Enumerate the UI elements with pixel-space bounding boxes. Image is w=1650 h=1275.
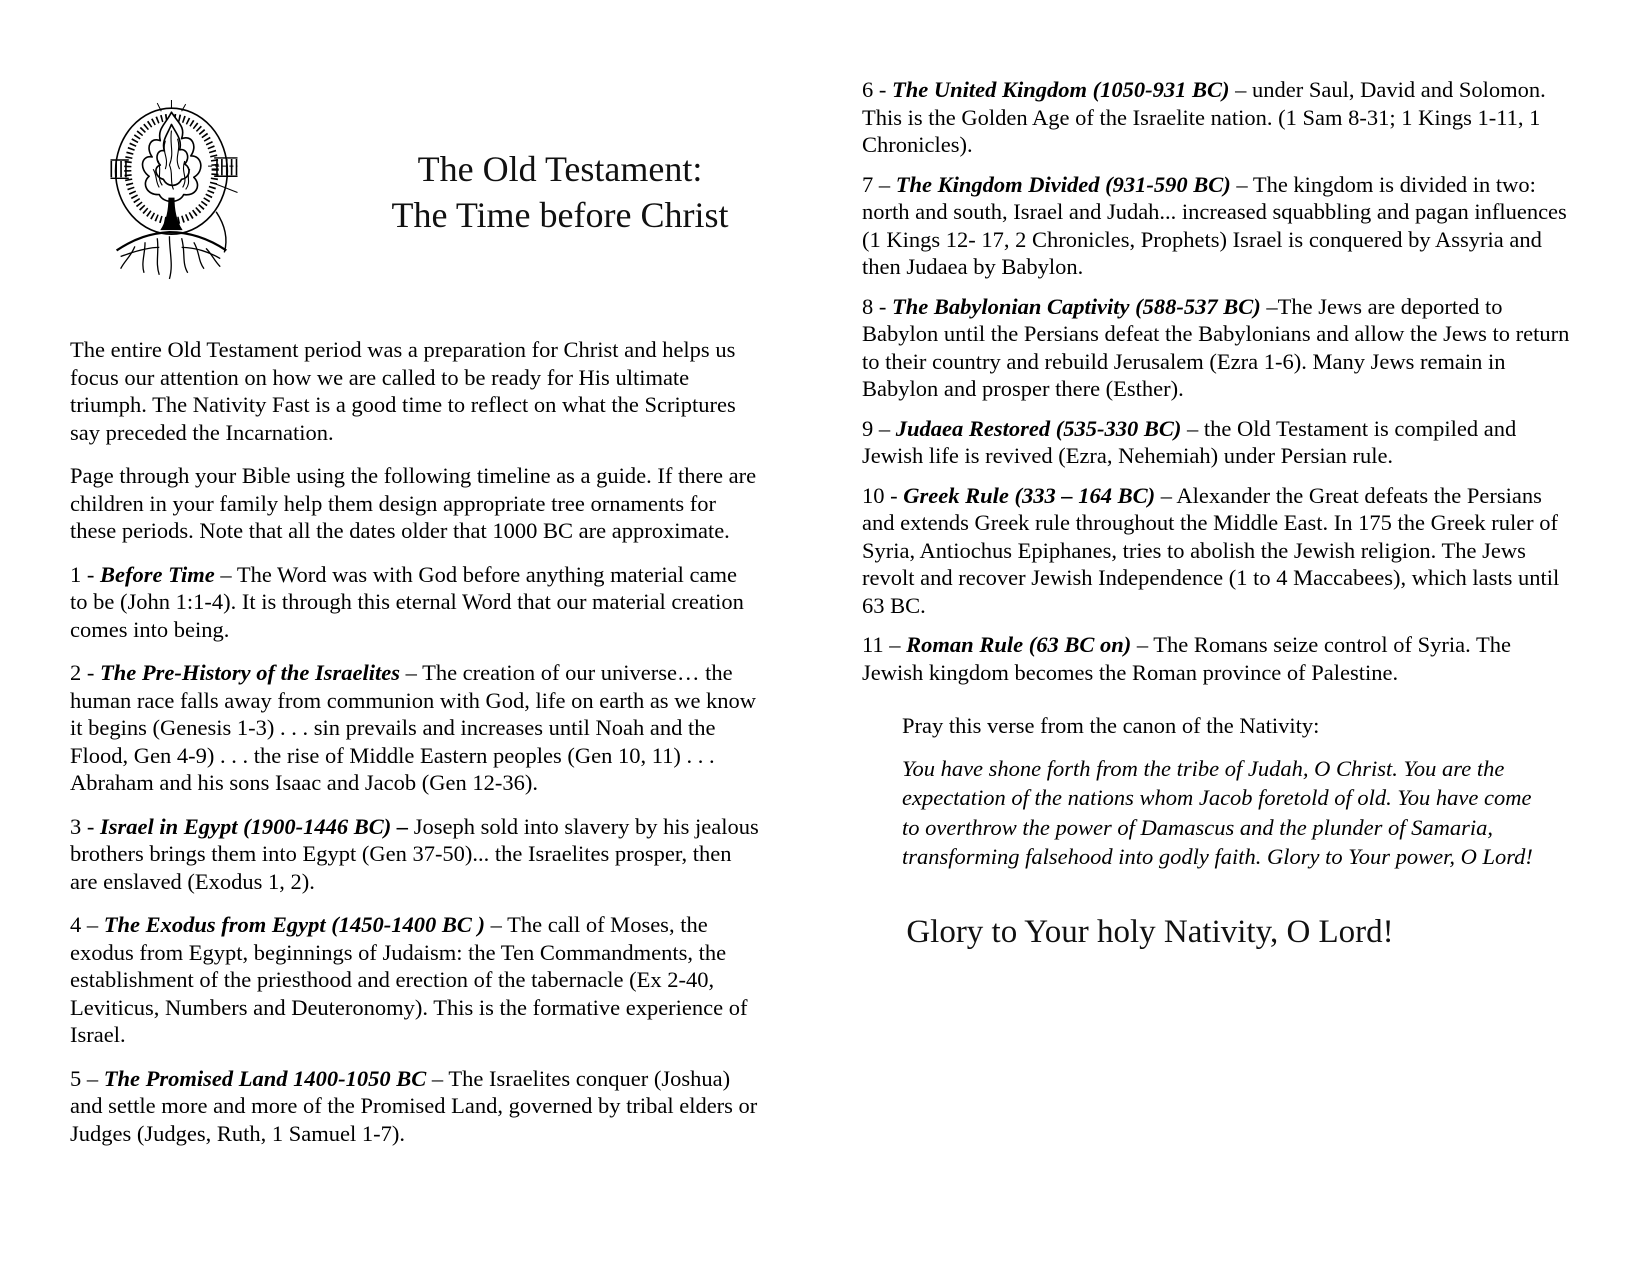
item-text: – under Saul, David and Solomon. This is the Golden Age of the Israelite nation. (1 Sam 8-31; 1 Kings 1-11, 1 Chronicles). bbox=[862, 77, 1546, 157]
item-number: 1 - bbox=[70, 561, 100, 587]
item-title: The Babylonian Captivity (588-537 BC) bbox=[892, 293, 1261, 319]
timeline-item-3 bbox=[70, 813, 760, 896]
item-title: The Pre-History of the Israelites bbox=[100, 660, 400, 685]
item-number: 8 - bbox=[862, 293, 892, 319]
item-text: – The call of Moses, the exodus from Egypt, beginnings of Judaism: the Ten Commandments, the establishment of the priesthood and erection of the tabernacle (Ex 2-40, Leviticus, Numbers and Deuteronomy). This is the formative experience of Israel. bbox=[70, 912, 748, 1047]
timeline-item-1 bbox=[70, 561, 760, 644]
item-title: Judaea Restored (535-330 BC) bbox=[895, 415, 1182, 441]
timeline-item-5 bbox=[70, 1065, 760, 1148]
item-title: Before Time bbox=[100, 561, 215, 587]
item-text: –The Jews are deported to Babylon until the Persians defeat the Babylonians and allow the Jews to return to their country and rebuild Jerusalem (Ezra 1-6). Many Jews remain in Babylon and prosper there (Esther). bbox=[862, 293, 1570, 401]
prayer-intro: Pray this verse from the canon of the Nativity: bbox=[902, 713, 1320, 738]
closing-doxology: Glory to Your holy Nativity, O Lord! bbox=[906, 913, 1394, 950]
timeline-item-4 bbox=[70, 911, 760, 1049]
item-title: Israel in Egypt (1900-1446 BC) – bbox=[100, 813, 414, 839]
item-title: Roman Rule (63 BC on) bbox=[906, 632, 1132, 657]
item-number: 3 - bbox=[70, 813, 100, 839]
left-column bbox=[70, 336, 760, 1163]
timeline-item-6 bbox=[862, 76, 1574, 159]
item-number: 11 – bbox=[862, 632, 907, 657]
item-title: The Promised Land 1400-1050 BC bbox=[103, 1065, 427, 1091]
intro-paragraph-1: The entire Old Testament period was a preparation for Christ and helps us focus our attention on how we are called to be ready for His ultimate triumph. The Nativity Fast is a good time to reflect on what the Scriptures say preceded the Incarnation. bbox=[70, 337, 736, 445]
timeline-item-11 bbox=[862, 631, 1574, 686]
item-number: 9 – bbox=[862, 415, 896, 441]
right-column bbox=[862, 76, 1574, 952]
item-number: 6 - bbox=[862, 77, 892, 102]
burning-bush-logo-icon bbox=[110, 98, 238, 286]
timeline-item-8 bbox=[862, 293, 1574, 403]
timeline-item-7 bbox=[862, 171, 1574, 281]
item-number: 4 – bbox=[70, 912, 104, 937]
item-number: 2 - bbox=[70, 660, 100, 685]
item-text: – The Romans seize control of Syria. The Jewish kingdom becomes the Roman province of Palestine. bbox=[862, 632, 1511, 685]
title-line-2: The Time before Christ bbox=[391, 195, 729, 235]
timeline-item-10 bbox=[862, 482, 1574, 620]
item-text: – the Old Testament is compiled and Jewish life is revived (Ezra, Nehemiah) under Persian rule. bbox=[862, 415, 1517, 468]
item-title: The United Kingdom (1050-931 BC) bbox=[892, 77, 1230, 102]
item-text: Joseph sold into slavery by his jealous brothers brings them into Egypt (Gen 37-50)... the Israelites prosper, then are enslaved (Exodus 1, 2). bbox=[70, 813, 759, 894]
timeline-item-9 bbox=[862, 415, 1574, 470]
item-title: The Kingdom Divided (931-590 BC) bbox=[895, 171, 1231, 197]
item-title: Greek Rule (333 – 164 BC) bbox=[903, 482, 1156, 508]
item-text: – Alexander the Great defeats the Persians and extends Greek rule throughout the Middle East. In 175 the Greek ruler of Syria, Antiochus Epiphanes, tries to abolish the Jewish religion. The Jews revolt and recover Jewish Independence (1 to 4 Maccabees), which lasts until 63 BC. bbox=[862, 482, 1560, 618]
roots bbox=[117, 232, 227, 279]
timeline-item-2 bbox=[70, 659, 760, 797]
item-text: – The kingdom is divided in two: north and south, Israel and Judah... increased squabbling and pagan influences (1 Kings 12- 17, 2 Chronicles, Prophets) Israel is conquered by Assyria and then Judaea by Babylon. bbox=[862, 171, 1567, 279]
item-number: 10 - bbox=[862, 482, 904, 508]
page-title bbox=[350, 146, 770, 238]
item-number: 7 – bbox=[862, 171, 896, 197]
intro-paragraph-2: Page through your Bible using the following timeline as a guide. If there are children in your family help them design appropriate tree ornaments for these periods. Note that all the dates older that 1000 BC are approximate. bbox=[70, 463, 757, 543]
item-title: The Exodus from Egypt (1450-1400 BC ) bbox=[103, 912, 486, 937]
item-text: – The Word was with God before anything material came to be (John 1:1-4). It is through this eternal Word that our material creation comes into being. bbox=[70, 561, 744, 642]
prayer-text: You have shone forth from the tribe of Judah, O Christ. You are the expectation of the nations whom Jacob foretold of old. You have come to overthrow the power of Damascus and the plunder of Samaria, transforming falsehood into godly faith. Glory to Your power, O Lord! bbox=[902, 755, 1533, 869]
item-text: – The creation of our universe… the human race falls away from communion with God, life on earth as we know it begins (Genesis 1-3) . . . sin prevails and increases until Noah and the Flood, Gen 4-9) . . . the rise of Middle Eastern peoples (Gen 10, 11) . . . Abraham and his sons Isaac and Jacob (Gen 12-36). bbox=[70, 660, 757, 795]
item-number: 5 – bbox=[70, 1065, 104, 1091]
title-line-1: The Old Testament: bbox=[417, 149, 703, 189]
item-text: – The Israelites conquer (Joshua) and settle more and more of the Promised Land, governed by tribal elders or Judges (Judges, Ruth, 1 Samuel 1-7). bbox=[70, 1065, 758, 1146]
trunk bbox=[160, 198, 182, 231]
